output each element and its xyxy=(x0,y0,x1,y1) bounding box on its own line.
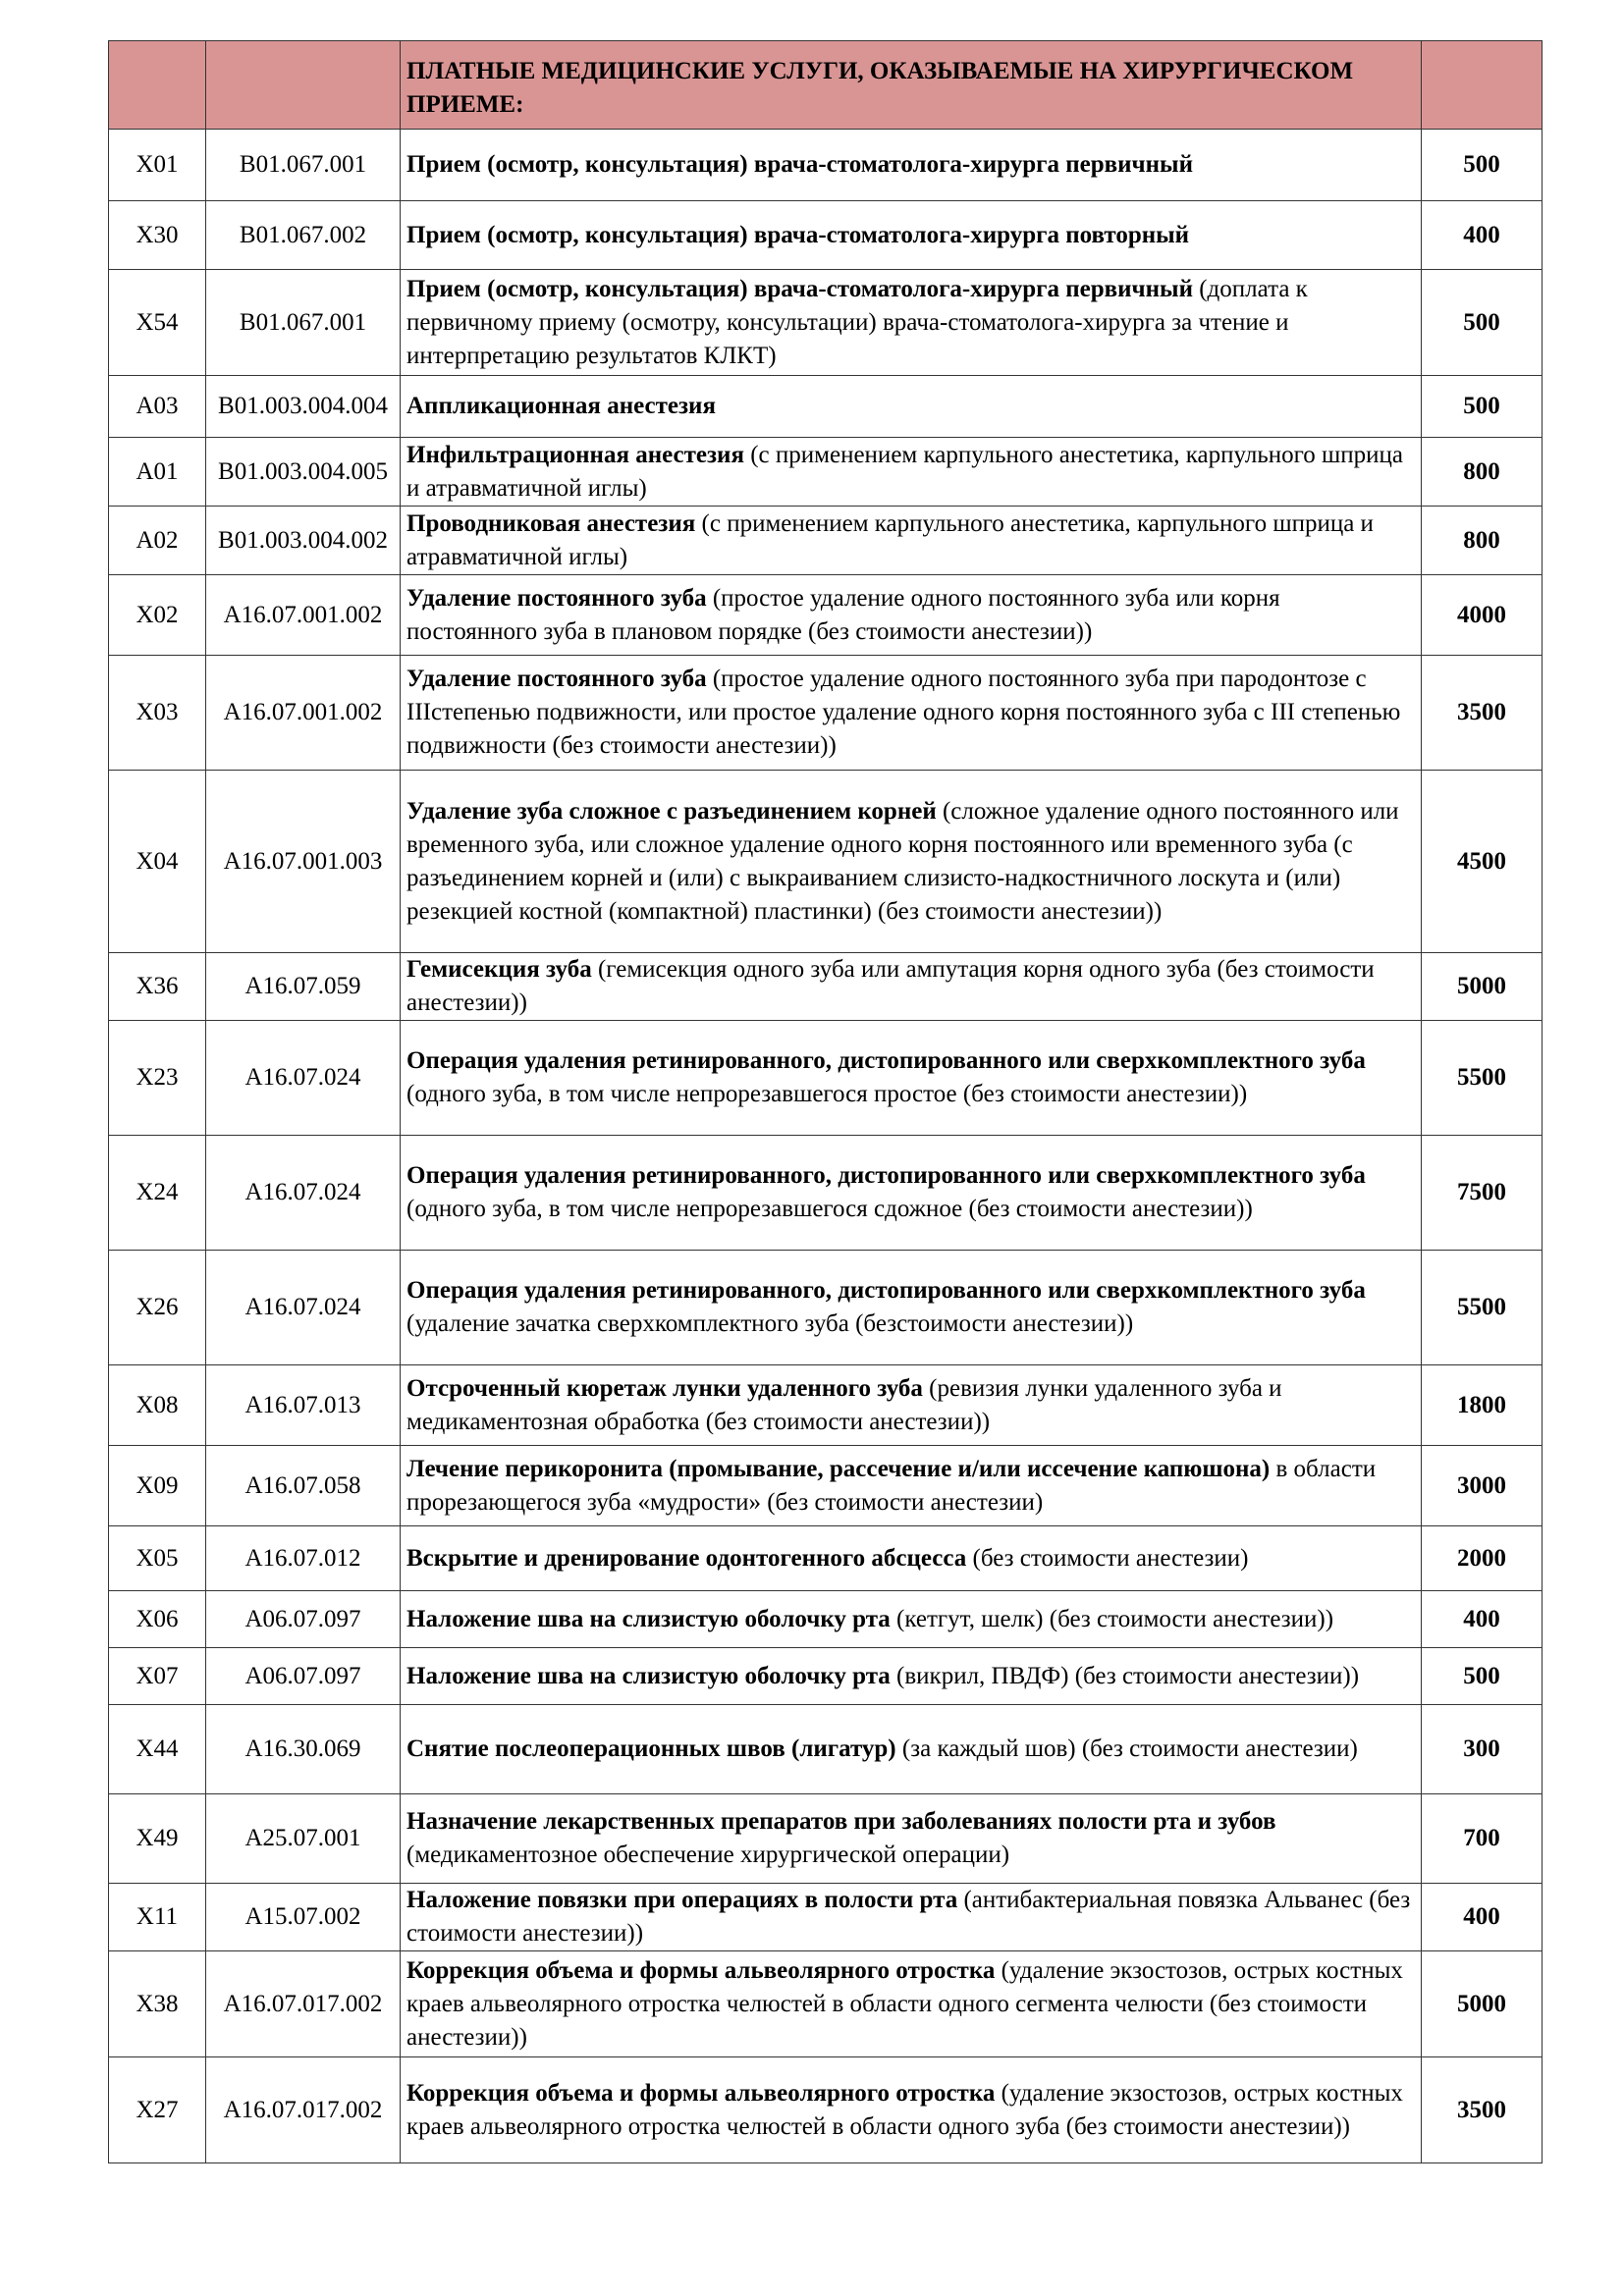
service-rows xyxy=(109,130,1543,2163)
service-code: Х05 xyxy=(109,1526,206,1591)
nomenclature-code: А06.07.097 xyxy=(206,1648,401,1705)
service-title: Наложение шва на слизистую оболочку рта xyxy=(406,1605,891,1632)
service-description xyxy=(401,953,1422,1021)
header-cell-nomenclature xyxy=(206,41,401,130)
service-description xyxy=(401,771,1422,953)
service-price: 2000 xyxy=(1422,1526,1543,1591)
service-description xyxy=(401,575,1422,656)
service-title: Отсроченный кюретаж лунки удаленного зуба xyxy=(406,1374,923,1402)
nomenclature-code: А25.07.001 xyxy=(206,1794,401,1884)
service-price: 7500 xyxy=(1422,1136,1543,1251)
service-description xyxy=(401,1705,1422,1794)
service-code: Х49 xyxy=(109,1794,206,1884)
service-note: (кетгут, шелк) (без стоимости анестезии)) xyxy=(896,1605,1334,1632)
table-row xyxy=(109,130,1543,201)
service-note: (ревизия лунки удаленного зуба и медикаментозная обработка (без стоимости анестезии)) xyxy=(406,1374,1282,1435)
service-note: (простое удаление одного постоянного зуба или корня постоянного зуба в плановом порядке (без стоимости анестезии)) xyxy=(406,584,1280,645)
service-price: 5500 xyxy=(1422,1251,1543,1365)
nomenclature-code: В01.003.004.004 xyxy=(206,376,401,438)
nomenclature-code: А16.07.012 xyxy=(206,1526,401,1591)
service-description xyxy=(401,1951,1422,2057)
service-description xyxy=(401,270,1422,376)
service-description xyxy=(401,1021,1422,1136)
service-price: 400 xyxy=(1422,1884,1543,1951)
service-title: Прием (осмотр, консультация) врача-стоматолога-хирурга повторный xyxy=(406,221,1190,248)
nomenclature-code: А16.07.001.002 xyxy=(206,656,401,771)
service-code: Х23 xyxy=(109,1021,206,1136)
service-price: 300 xyxy=(1422,1705,1543,1794)
service-code: Х54 xyxy=(109,270,206,376)
table-row xyxy=(109,1705,1543,1794)
service-code: Х01 xyxy=(109,130,206,201)
service-title: Операция удаления ретинированного, дистопированного или сверхкомплектного зуба xyxy=(406,1277,1366,1304)
nomenclature-code: А16.07.059 xyxy=(206,953,401,1021)
service-title: Прием (осмотр, консультация) врача-стоматолога-хирурга первичный xyxy=(406,275,1193,302)
service-price: 3000 xyxy=(1422,1446,1543,1526)
service-code: Х24 xyxy=(109,1136,206,1251)
header-cell-price xyxy=(1422,41,1543,130)
service-price: 5500 xyxy=(1422,1021,1543,1136)
service-title: Удаление постоянного зуба xyxy=(406,584,707,612)
service-code: Х02 xyxy=(109,575,206,656)
nomenclature-code: А16.07.001.003 xyxy=(206,771,401,953)
service-price: 4000 xyxy=(1422,575,1543,656)
table-row xyxy=(109,2057,1543,2163)
table-row xyxy=(109,656,1543,771)
service-description xyxy=(401,438,1422,507)
table-row xyxy=(109,376,1543,438)
service-title: Наложение повязки при операциях в полости рта xyxy=(406,1887,958,1913)
service-description xyxy=(401,2057,1422,2163)
section-title: ПЛАТНЫЕ МЕДИЦИНСКИЕ УСЛУГИ, ОКАЗЫВАЕМЫЕ НА ХИРУРГИЧЕСКОМ ПРИЕМЕ: xyxy=(401,41,1422,130)
table-header-row xyxy=(109,41,1543,130)
service-note: (сложное удаление одного постоянного или временного зуба, или сложное удаление одного корня постоянного или временного зуба (с разъединением корней и (или) с выкраиванием слизисто-надкостничного лоскута и (или) резекцией костной (компактной) пластинки) (без стоимости анестезии)) xyxy=(406,797,1399,925)
table-row xyxy=(109,1884,1543,1951)
service-title: Инфильтрационная анестезия xyxy=(406,441,744,468)
service-title: Операция удаления ретинированного, дистопированного или сверхкомплектного зуба xyxy=(406,1162,1366,1189)
nomenclature-code: В01.003.004.002 xyxy=(206,507,401,575)
nomenclature-code: В01.067.002 xyxy=(206,201,401,270)
service-description xyxy=(401,1251,1422,1365)
service-price: 1800 xyxy=(1422,1365,1543,1446)
service-note: (удаление зачатка сверхкомплектного зуба (безстоимости анестезии)) xyxy=(406,1310,1134,1337)
service-code: Х27 xyxy=(109,2057,206,2163)
table-row xyxy=(109,1021,1543,1136)
service-note: (медикаментозное обеспечение хирургической операции) xyxy=(406,1842,1010,1868)
service-code: Х11 xyxy=(109,1884,206,1951)
service-code: А02 xyxy=(109,507,206,575)
table-row xyxy=(109,1446,1543,1526)
service-code: Х03 xyxy=(109,656,206,771)
service-price: 800 xyxy=(1422,438,1543,507)
table-row xyxy=(109,201,1543,270)
service-description xyxy=(401,130,1422,201)
service-description xyxy=(401,1794,1422,1884)
service-price: 500 xyxy=(1422,1648,1543,1705)
service-description xyxy=(401,1365,1422,1446)
price-table xyxy=(108,40,1543,2163)
nomenclature-code: А16.07.024 xyxy=(206,1136,401,1251)
service-code: Х38 xyxy=(109,1951,206,2057)
table-row xyxy=(109,1951,1543,2057)
service-title: Вскрытие и дренирование одонтогенного абсцесса xyxy=(406,1544,967,1572)
service-price: 3500 xyxy=(1422,2057,1543,2163)
service-code: Х36 xyxy=(109,953,206,1021)
nomenclature-code: А16.30.069 xyxy=(206,1705,401,1794)
service-description xyxy=(401,1446,1422,1526)
service-price: 500 xyxy=(1422,130,1543,201)
service-title: Гемисекция зуба xyxy=(406,956,592,983)
nomenclature-code: А06.07.097 xyxy=(206,1591,401,1648)
table-row xyxy=(109,1591,1543,1648)
service-code: Х09 xyxy=(109,1446,206,1526)
service-description xyxy=(401,1648,1422,1705)
service-note: (удаление экзостозов, острых костных краев альвеолярного отростка челюстей в области одного сегмента челюсти (без стоимости анестезии)) xyxy=(406,1956,1403,2051)
service-title: Лечение перикоронита (промывание, рассечение и/или иссечение капюшона) xyxy=(406,1455,1271,1482)
service-title: Удаление постоянного зуба xyxy=(406,666,707,692)
nomenclature-code: В01.067.001 xyxy=(206,130,401,201)
service-code: Х08 xyxy=(109,1365,206,1446)
table-row xyxy=(109,953,1543,1021)
service-price: 500 xyxy=(1422,376,1543,438)
service-title: Коррекция объема и формы альвеолярного отростка xyxy=(406,1956,996,1984)
table-row xyxy=(109,1251,1543,1365)
service-code: А01 xyxy=(109,438,206,507)
table-row xyxy=(109,1648,1543,1705)
service-title: Наложение шва на слизистую оболочку рта xyxy=(406,1662,891,1689)
service-note: (удаление экзостозов, острых костных краев альвеолярного отростка челюстей в области одного зуба (без стоимости анестезии)) xyxy=(406,2079,1403,2140)
nomenclature-code: А16.07.001.002 xyxy=(206,575,401,656)
service-title: Назначение лекарственных препаратов при заболеваниях полости рта и зубов xyxy=(406,1808,1276,1835)
nomenclature-code: А16.07.024 xyxy=(206,1251,401,1365)
service-note: (викрил, ПВДФ) (без стоимости анестезии)) xyxy=(896,1662,1360,1689)
nomenclature-code: А16.07.024 xyxy=(206,1021,401,1136)
service-price: 400 xyxy=(1422,201,1543,270)
service-price: 500 xyxy=(1422,270,1543,376)
service-description xyxy=(401,507,1422,575)
table-row xyxy=(109,1136,1543,1251)
service-note: (без стоимости анестезии) xyxy=(972,1544,1249,1572)
service-price: 400 xyxy=(1422,1591,1543,1648)
service-price: 4500 xyxy=(1422,771,1543,953)
service-code: Х07 xyxy=(109,1648,206,1705)
nomenclature-code: В01.067.001 xyxy=(206,270,401,376)
service-description xyxy=(401,201,1422,270)
service-title: Операция удаления ретинированного, дистопированного или сверхкомплектного зуба xyxy=(406,1047,1366,1074)
service-note: (за каждый шов) (без стоимости анестезии) xyxy=(901,1735,1358,1762)
service-title: Снятие послеоперационных швов (лигатур) xyxy=(406,1735,896,1762)
service-note: (простое удаление одного постоянного зуба при пародонтозе с IIIстепенью подвижности, или простое удаление одного корня постоянного зуба с III степенью подвижности (без стоимости анестезии)) xyxy=(406,666,1401,759)
service-title: Удаление зуба сложное с разъединением корней xyxy=(406,797,937,825)
service-note: (доплата к первичному приему (осмотру, консультации) врача-стоматолога-хирурга за чтение и интерпретацию результатов КЛКТ) xyxy=(406,275,1308,369)
service-code: Х44 xyxy=(109,1705,206,1794)
service-title: Аппликационная анестезия xyxy=(406,393,716,419)
service-title: Прием (осмотр, консультация) врача-стоматолога-хирурга первичный xyxy=(406,151,1193,178)
service-description xyxy=(401,1526,1422,1591)
header-cell-code xyxy=(109,41,206,130)
service-note: в области прорезающегося зуба «мудрости» (без стоимости анестезии) xyxy=(406,1455,1377,1516)
table-row xyxy=(109,771,1543,953)
service-title: Проводниковая анестезия xyxy=(406,509,696,537)
nomenclature-code: А16.07.017.002 xyxy=(206,2057,401,2163)
service-title: Коррекция объема и формы альвеолярного отростка xyxy=(406,2079,996,2107)
table-row xyxy=(109,1365,1543,1446)
service-description xyxy=(401,1591,1422,1648)
service-note: (одного зуба, в том числе непрорезавшегося простое (без стоимости анестезии)) xyxy=(406,1081,1248,1107)
table-row xyxy=(109,438,1543,507)
service-price: 700 xyxy=(1422,1794,1543,1884)
service-description xyxy=(401,1136,1422,1251)
service-description xyxy=(401,656,1422,771)
table-row xyxy=(109,1794,1543,1884)
table-row xyxy=(109,575,1543,656)
service-code: А03 xyxy=(109,376,206,438)
service-description xyxy=(401,376,1422,438)
service-code: Х26 xyxy=(109,1251,206,1365)
service-note: (гемисекция одного зуба или ампутация корня одного зуба (без стоимости анестезии)) xyxy=(406,956,1375,1016)
table-row xyxy=(109,1526,1543,1591)
nomenclature-code: А16.07.017.002 xyxy=(206,1951,401,2057)
service-note: (с применением карпульного анестетика, карпульного шприца и атравматичной иглы) xyxy=(406,509,1374,570)
service-note: (антибактериальная повязка Альванес (без стоимости анестезии)) xyxy=(406,1887,1411,1947)
nomenclature-code: А16.07.058 xyxy=(206,1446,401,1526)
service-price: 5000 xyxy=(1422,1951,1543,2057)
service-note: (с применением карпульного анестетика, карпульного шприца и атравматичной иглы) xyxy=(406,441,1404,502)
service-price: 5000 xyxy=(1422,953,1543,1021)
service-price: 800 xyxy=(1422,507,1543,575)
service-code: Х30 xyxy=(109,201,206,270)
service-note: (одного зуба, в том числе непрорезавшегося сдожное (без стоимости анестезии)) xyxy=(406,1196,1253,1222)
service-description xyxy=(401,1884,1422,1951)
nomenclature-code: А16.07.013 xyxy=(206,1365,401,1446)
table-row xyxy=(109,507,1543,575)
service-code: Х04 xyxy=(109,771,206,953)
nomenclature-code: В01.003.004.005 xyxy=(206,438,401,507)
service-code: Х06 xyxy=(109,1591,206,1648)
table-row xyxy=(109,270,1543,376)
service-price: 3500 xyxy=(1422,656,1543,771)
nomenclature-code: А15.07.002 xyxy=(206,1884,401,1951)
